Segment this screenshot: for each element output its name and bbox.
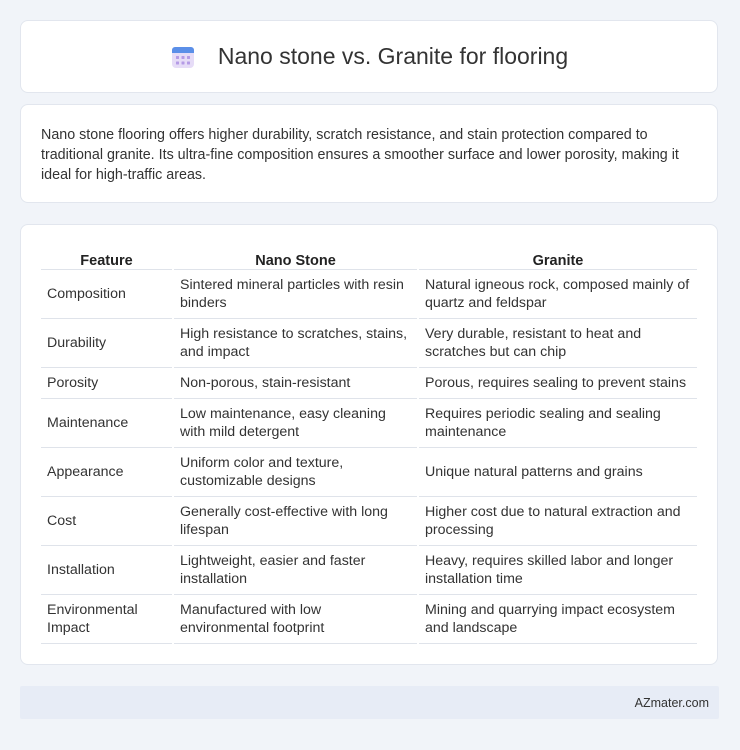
footer-brand: AZmater.com xyxy=(634,695,709,710)
feature-cell: Composition xyxy=(41,270,172,319)
table-row xyxy=(41,319,697,368)
granite-cell: Mining and quarrying impact ecosystem and landscape xyxy=(419,595,697,644)
table-row xyxy=(41,270,697,319)
table-header-row xyxy=(41,243,697,270)
header-card xyxy=(20,20,718,93)
granite-cell: Natural igneous rock, composed mainly of quartz and feldspar xyxy=(419,270,697,319)
column-header-granite: Granite xyxy=(419,243,697,270)
comparison-table-card xyxy=(20,224,718,665)
nano-stone-cell: Low maintenance, easy cleaning with mild detergent xyxy=(174,399,417,448)
page-title: Nano stone vs. Granite for flooring xyxy=(217,43,569,69)
calendar-icon xyxy=(170,44,196,70)
nano-stone-cell: Sintered mineral particles with resin binders xyxy=(174,270,417,319)
nano-stone-cell: Lightweight, easier and faster installation xyxy=(174,546,417,595)
column-header-feature: Feature xyxy=(41,243,172,270)
column-header-nano-stone: Nano Stone xyxy=(174,243,417,270)
nano-stone-cell: Manufactured with low environmental footprint xyxy=(174,595,417,644)
intro-card xyxy=(20,104,718,203)
granite-cell: Unique natural patterns and grains xyxy=(419,448,697,497)
nano-stone-cell: Generally cost-effective with long lifespan xyxy=(174,497,417,546)
comparison-table xyxy=(39,243,699,644)
feature-cell: Maintenance xyxy=(41,399,172,448)
feature-cell: Cost xyxy=(41,497,172,546)
footer-bar xyxy=(20,686,719,719)
table-row xyxy=(41,399,697,448)
feature-cell: Porosity xyxy=(41,368,172,399)
intro-text: Nano stone flooring offers higher durability, scratch resistance, and stain protection compared to traditional granite. Its ultra-fine composition ensures a smoother surface and lower porosity, making it ideal for high-traffic areas. xyxy=(41,127,679,183)
granite-cell: Requires periodic sealing and sealing maintenance xyxy=(419,399,697,448)
table-row xyxy=(41,448,697,497)
granite-cell: Very durable, resistant to heat and scratches but can chip xyxy=(419,319,697,368)
granite-cell: Heavy, requires skilled labor and longer installation time xyxy=(419,546,697,595)
table-row xyxy=(41,368,697,399)
nano-stone-cell: Uniform color and texture, customizable designs xyxy=(174,448,417,497)
table-row xyxy=(41,546,697,595)
nano-stone-cell: High resistance to scratches, stains, and impact xyxy=(174,319,417,368)
table-row xyxy=(41,497,697,546)
feature-cell: Durability xyxy=(41,319,172,368)
feature-cell: Appearance xyxy=(41,448,172,497)
granite-cell: Porous, requires sealing to prevent stains xyxy=(419,368,697,399)
feature-cell: Installation xyxy=(41,546,172,595)
feature-cell: Environmental Impact xyxy=(41,595,172,644)
nano-stone-cell: Non-porous, stain-resistant xyxy=(174,368,417,399)
table-row xyxy=(41,595,697,644)
granite-cell: Higher cost due to natural extraction and processing xyxy=(419,497,697,546)
